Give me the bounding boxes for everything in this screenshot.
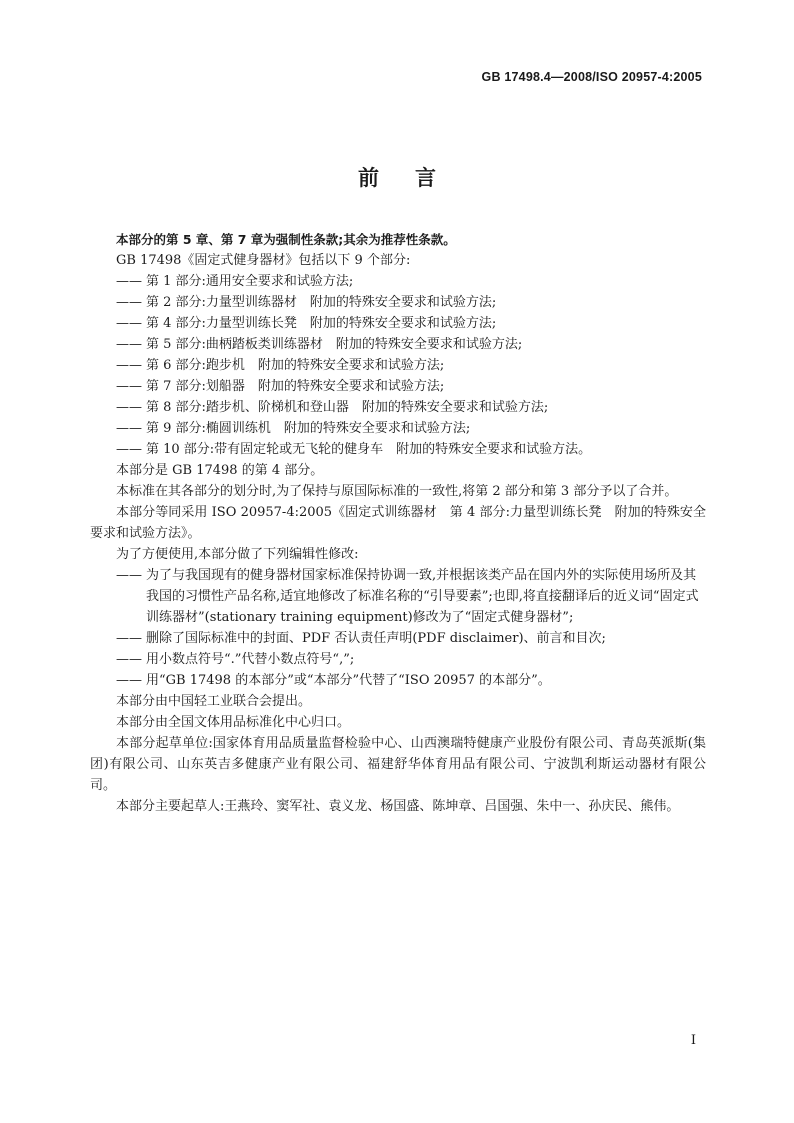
list-item	[90, 334, 706, 355]
dash-marker: ——	[116, 358, 142, 373]
list-item	[90, 355, 706, 376]
dash-marker: ——	[116, 295, 142, 310]
dash-marker: ——	[116, 673, 142, 688]
list-item	[90, 376, 706, 397]
list-item-text: 用“GB 17498 的本部分”或“本部分”代替了“ISO 20957 的本部分”。	[146, 673, 551, 688]
dash-marker: ——	[116, 421, 142, 436]
list-item	[90, 292, 706, 313]
main-drafters: 本部分主要起草人:王燕玲、窦军社、袁义龙、杨国盛、陈坤章、吕国强、朱中一、孙庆民、熊伟。	[116, 799, 680, 814]
list-item-text: 第 1 部分:通用安全要求和试验方法;	[146, 274, 354, 289]
list-item-text: 第 6 部分:跑步机 附加的特殊安全要求和试验方法;	[146, 358, 445, 373]
dash-marker: ——	[116, 337, 142, 352]
list-item	[90, 628, 706, 649]
dash-marker: ——	[116, 652, 142, 667]
list-item	[90, 418, 706, 439]
list-item-text: 第 8 部分:踏步机、阶梯机和登山器 附加的特殊安全要求和试验方法;	[146, 400, 549, 415]
list-item-text: 第 10 部分:带有固定轮或无飞轮的健身车 附加的特殊安全要求和试验方法。	[146, 442, 592, 457]
dash-marker: ——	[116, 316, 142, 331]
dash-marker: ——	[116, 274, 142, 289]
parts-intro: GB 17498《固定式健身器材》包括以下 9 个部分:	[116, 253, 411, 268]
paragraph: 本部分由全国文体用品标准化中心归口。	[116, 715, 351, 730]
list-item	[90, 439, 706, 460]
list-item	[90, 271, 706, 292]
dash-marker: ——	[116, 379, 142, 394]
list-item-text: 删除了国际标准中的封面、PDF 否认责任声明(PDF disclaimer)、前言和目次;	[146, 631, 606, 646]
list-item-text: 第 4 部分:力量型训练长凳 附加的特殊安全要求和试验方法;	[146, 316, 497, 331]
list-item	[90, 565, 706, 628]
dash-marker: ——	[116, 631, 142, 646]
page-number: I	[690, 1033, 696, 1048]
list-item-text: 第 5 部分:曲柄踏板类训练器材 附加的特殊安全要求和试验方法;	[146, 337, 523, 352]
dash-marker: ——	[116, 568, 142, 583]
drafting-units: 本部分起草单位:国家体育用品质量监督检验中心、山西澳瑞特健康产业股份有限公司、青岛英派斯(集团)有限公司、山东英吉多健康产业有限公司、福建舒华体育用品有限公司、宁波凯利斯运动器材有限公司。	[90, 736, 706, 793]
list-item	[90, 649, 706, 670]
list-item	[90, 313, 706, 334]
mandatory-clause-note: 本部分的第 5 章、第 7 章为强制性条款;其余为推荐性条款。	[116, 232, 456, 247]
list-item-text: 第 7 部分:划船器 附加的特殊安全要求和试验方法;	[146, 379, 445, 394]
paragraph: 为了方便使用,本部分做了下列编辑性修改:	[116, 547, 359, 562]
dash-marker: ——	[116, 442, 142, 457]
list-item-text: 用小数点符号“.”代替小数点符号“,”;	[146, 652, 355, 667]
list-item-text: 为了与我国现有的健身器材国家标准保持协调一致,并根据该类产品在国内外的实际使用场所及其我国的习惯性产品名称,适宜地修改了标准名称的“引导要素”;也即,将直接翻译后的近义词“固定式训练器材”(stationary training equipment)修改为了“固定式健身器材”;	[146, 568, 699, 625]
standard-code: GB 17498.4—2008/ISO 20957-4:2005	[481, 70, 702, 84]
list-item-text: 第 9 部分:椭圆训练机 附加的特殊安全要求和试验方法;	[146, 421, 471, 436]
paragraph: 本标准在其各部分的划分时,为了保持与原国际标准的一致性,将第 2 部分和第 3 部分予以了合并。	[116, 484, 678, 499]
list-item-text: 第 2 部分:力量型训练器材 附加的特殊安全要求和试验方法;	[146, 295, 497, 310]
paragraph: 本部分等同采用 ISO 20957-4:2005《固定式训练器材 第 4 部分:力量型训练长凳 附加的特殊安全要求和试验方法》。	[90, 505, 706, 541]
page-title: 前言	[358, 166, 472, 190]
list-item	[90, 397, 706, 418]
paragraph: 本部分由中国轻工业联合会提出。	[116, 694, 312, 709]
dash-marker: ——	[116, 400, 142, 415]
foreword-body	[90, 229, 706, 817]
paragraph: 本部分是 GB 17498 的第 4 部分。	[116, 463, 324, 478]
list-item	[90, 670, 706, 691]
